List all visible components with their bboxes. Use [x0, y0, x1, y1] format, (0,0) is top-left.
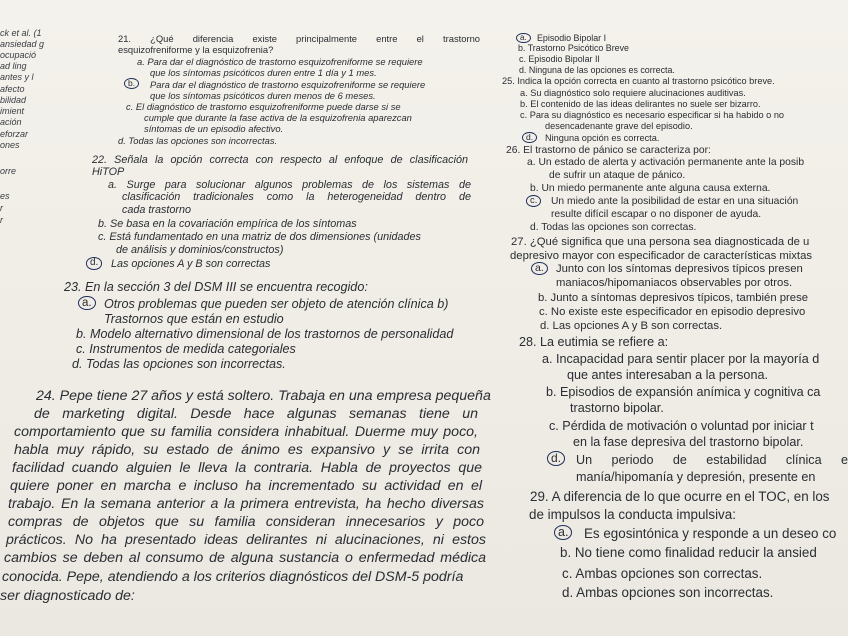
q21-b-answer-circle: b.	[124, 78, 139, 89]
q24-line: quiere poner en marcha e incluso ha incrementado su actividad en el	[10, 478, 482, 494]
q29-option-a: Es egosintónica y responde a un deseo co	[584, 526, 837, 541]
q26-option-b: b. Un miedo permanente ante alguna causa externa.	[530, 183, 771, 194]
q21-stem-line: esquizofreniforme y la esquizofrenia?	[118, 44, 274, 55]
q22-option-b: b. Se basa en la covariación empírica de los síntomas	[98, 218, 357, 230]
margin-fragment: r	[0, 215, 3, 225]
q21-option-c-cont: síntomas de un episodio afectivo.	[144, 123, 284, 134]
q27-a-answer-circle: a.	[531, 262, 548, 275]
q29-a-answer-circle: a.	[554, 525, 572, 540]
q29-stem-line: de impulsos la conducta impulsiva:	[529, 507, 736, 522]
q21-option-c: c. El diagnóstico de trastorno esquizofreniforme puede darse si se	[126, 101, 401, 112]
q28-stem: 28. La eutimia se refiere a:	[519, 335, 669, 349]
margin-fragment: es	[0, 191, 10, 201]
margin-fragment: r	[0, 203, 3, 213]
q29-option-c: c. Ambas opciones son correctas.	[562, 566, 763, 581]
q25-option-b: b. El contenido de las ideas delirantes no suele ser bizarro.	[520, 99, 761, 109]
q28-d-answer-circle: d.	[547, 451, 565, 466]
margin-fragment: afecto	[0, 84, 25, 94]
q29-stem-line: 29. A diferencia de lo que ocurre en el TOC, en los	[530, 489, 830, 504]
q21-option-a-cont: que los síntomas psicóticos duren entre 1 día y 1 mes.	[150, 67, 377, 78]
q23-option-a: Otros problemas que pueden ser objeto de atención clínica b)	[104, 297, 449, 311]
q24-option-b: b. Trastorno Psicótico Breve	[518, 43, 629, 53]
q25-option-c: c. Para su diagnóstico es necesario especificar si ha habido o no	[520, 110, 785, 120]
q24-line: ser diagnosticado de:	[0, 588, 135, 604]
q22-option-c: c. Está fundamentado en una matriz de dos dimensiones (unidades	[98, 231, 421, 243]
q21-stem-line: 21. ¿Qué diferencia existe principalmente entre el trastorno	[118, 33, 480, 44]
q28-option-d: Un periodo de estabilidad clínica e	[576, 453, 848, 467]
q25-d-answer-circle: d.	[522, 132, 537, 143]
q22-option-a: a. Surge para solucionar algunos problemas de los sistemas de	[108, 179, 471, 191]
q29-option-b: b. No tiene como finalidad reducir la ansied	[560, 545, 817, 560]
margin-fragment: orre	[0, 166, 17, 176]
q21-option-d: d. Todas las opciones son incorrectas.	[118, 135, 278, 146]
q24-line: prácticos. No ha presentado ideas delirantes ni alucinaciones, ni estos	[6, 532, 486, 548]
q25-stem: 25. Indica la opción correcta en cuanto al trastorno psicótico breve.	[502, 76, 775, 86]
q24-line: 24. Pepe tiene 27 años y está soltero. Trabaja en una empresa pequeña	[36, 388, 491, 404]
q22-stem-line: HiTOP	[92, 166, 125, 178]
q27-option-a-cont: maniacos/hipomaniacos observables por otros.	[556, 277, 793, 289]
q24-line: trabajo. En la semana anterior a la primera entrevista, ha hecho diversas	[8, 496, 484, 512]
q23-a-answer-circle: a.	[78, 296, 96, 310]
q22-stem-line: 22. Señala la opción correcta con respecto al enfoque de clasificación	[92, 154, 468, 166]
q28-option-c-cont: en la fase depresiva del trastorno bipolar.	[573, 435, 804, 449]
q26-option-c-cont: resulte difícil escapar o no disponer de ayuda.	[551, 209, 762, 220]
q25-option-c-cont: desencadenante grave del episodio.	[545, 121, 693, 131]
q24-option-d: d. Ninguna de las opciones es correcta.	[519, 65, 675, 75]
margin-fragment: ones	[0, 140, 20, 150]
q26-stem: 26. El trastorno de pánico se caracteriza por:	[506, 145, 711, 156]
q27-stem-line: 27. ¿Qué significa que una persona sea diagnosticada de u	[511, 236, 810, 248]
q28-option-b: b. Episodios de expansión anímica y cognitiva ca	[546, 385, 821, 399]
q23-stem: 23. En la sección 3 del DSM III se encuentra recogido:	[64, 280, 368, 294]
q25-option-a: a. Su diagnóstico solo requiere alucinaciones auditivas.	[520, 88, 746, 98]
q24-line: comportamiento que su familia considera inhabitual. Duerme muy poco,	[14, 424, 478, 440]
q21-option-b: Para dar el diagnóstico de trastorno esquizofreniforme se requiere	[150, 79, 426, 90]
q23-option-a-cont: Trastornos que están en estudio	[104, 312, 284, 326]
q24-option-c: c. Episodio Bipolar II	[519, 54, 600, 64]
q24-line: de marketing digital. Desde hace algunas semanas tiene un	[34, 406, 478, 422]
q22-option-c-cont: de análisis y dominios/constructos)	[116, 244, 284, 256]
q26-option-d: d. Todas las opciones son correctas.	[530, 222, 697, 233]
q24-line: conocida. Pepe, atendiendo a los criterios diagnósticos del DSM-5 podría	[2, 569, 464, 585]
q28-option-d-cont: manía/hipomanía y depresión, presente en	[576, 470, 816, 484]
margin-fragment: eforzar	[0, 129, 29, 139]
q27-option-b: b. Junto a síntomas depresivos típicos, también prese	[538, 292, 809, 304]
q23-option-d: d. Todas las opciones son incorrectas.	[72, 357, 286, 371]
margin-fragment: ck et al. (1	[0, 28, 42, 38]
q24-line: compras de objetos que su familia consideran innecesarios y poco	[8, 514, 484, 530]
q28-option-c: c. Pérdida de motivación o voluntad por iniciar t	[549, 419, 814, 433]
margin-fragment: bilidad	[0, 95, 27, 105]
q24-line: habla muy rápido, su estado de ánimo es expansivo y se irrita con	[14, 442, 480, 458]
margin-fragment: imient	[0, 106, 25, 116]
q24-line: cambios se deben al consumo de alguna sustancia o enfermedad médica	[4, 550, 486, 566]
q23-option-c: c. Instrumentos de medida categoriales	[76, 342, 296, 356]
q28-option-b-cont: trastorno bipolar.	[570, 401, 664, 415]
q24-option-a: Episodio Bipolar I	[537, 33, 607, 43]
margin-fragment: ansiedad g	[0, 39, 45, 49]
q21-option-b-cont: que los síntomas psicóticos duren menos de 6 meses.	[150, 90, 376, 101]
q26-option-c: Un miedo ante la posibilidad de estar en una situación	[551, 196, 799, 207]
q23-option-b: b. Modelo alternativo dimensional de los trastornos de personalidad	[76, 327, 454, 341]
q28-option-a-cont: que antes interesaban a la persona.	[567, 368, 768, 382]
q26-c-answer-circle: c.	[526, 195, 541, 207]
q26-option-a-cont: de sufrir un ataque de pánico.	[549, 170, 686, 181]
q22-option-a-cont: cada trastorno	[122, 204, 192, 216]
q22-d-answer-circle: d.	[86, 257, 102, 270]
q27-stem-line: depresivo mayor con especificador de características mixtas	[510, 250, 813, 262]
q27-option-a: Junto con los síntomas depresivos típicos presen	[556, 263, 803, 275]
q27-option-c: c. No existe este especificador en episodio depresivo	[539, 306, 806, 318]
q21-option-c-cont: cumple que durante la fase activa de la esquizofrenia aparezcan	[144, 112, 412, 123]
q22-option-a-cont: clasificación tradicionales como la heterogeneidad dentro de	[122, 191, 471, 203]
q27-option-d: d. Las opciones A y B son correctas.	[540, 320, 723, 332]
margin-fragment: ocupació	[0, 50, 37, 60]
q28-option-a: a. Incapacidad para sentir placer por la mayoría d	[542, 352, 820, 366]
q21-option-a: a. Para dar el diagnóstico de trastorno esquizofreniforme se requiere	[137, 56, 423, 67]
q26-option-a: a. Un estado de alerta y activación permanente ante la posib	[527, 157, 805, 168]
margin-fragment: ad ling	[0, 61, 27, 71]
margin-fragment: antes y l	[0, 72, 34, 82]
q24-a-answer-circle: a.	[516, 33, 531, 43]
q25-option-d: Ninguna opción es correcta.	[545, 133, 660, 143]
margin-fragment: ación	[0, 117, 22, 127]
q29-option-d: d. Ambas opciones son incorrectas.	[562, 585, 774, 600]
q24-line: facilidad cuando alguien le lleva la contraria. Habla de proyectos que	[12, 460, 482, 476]
q22-option-d: Las opciones A y B son correctas	[111, 258, 271, 270]
